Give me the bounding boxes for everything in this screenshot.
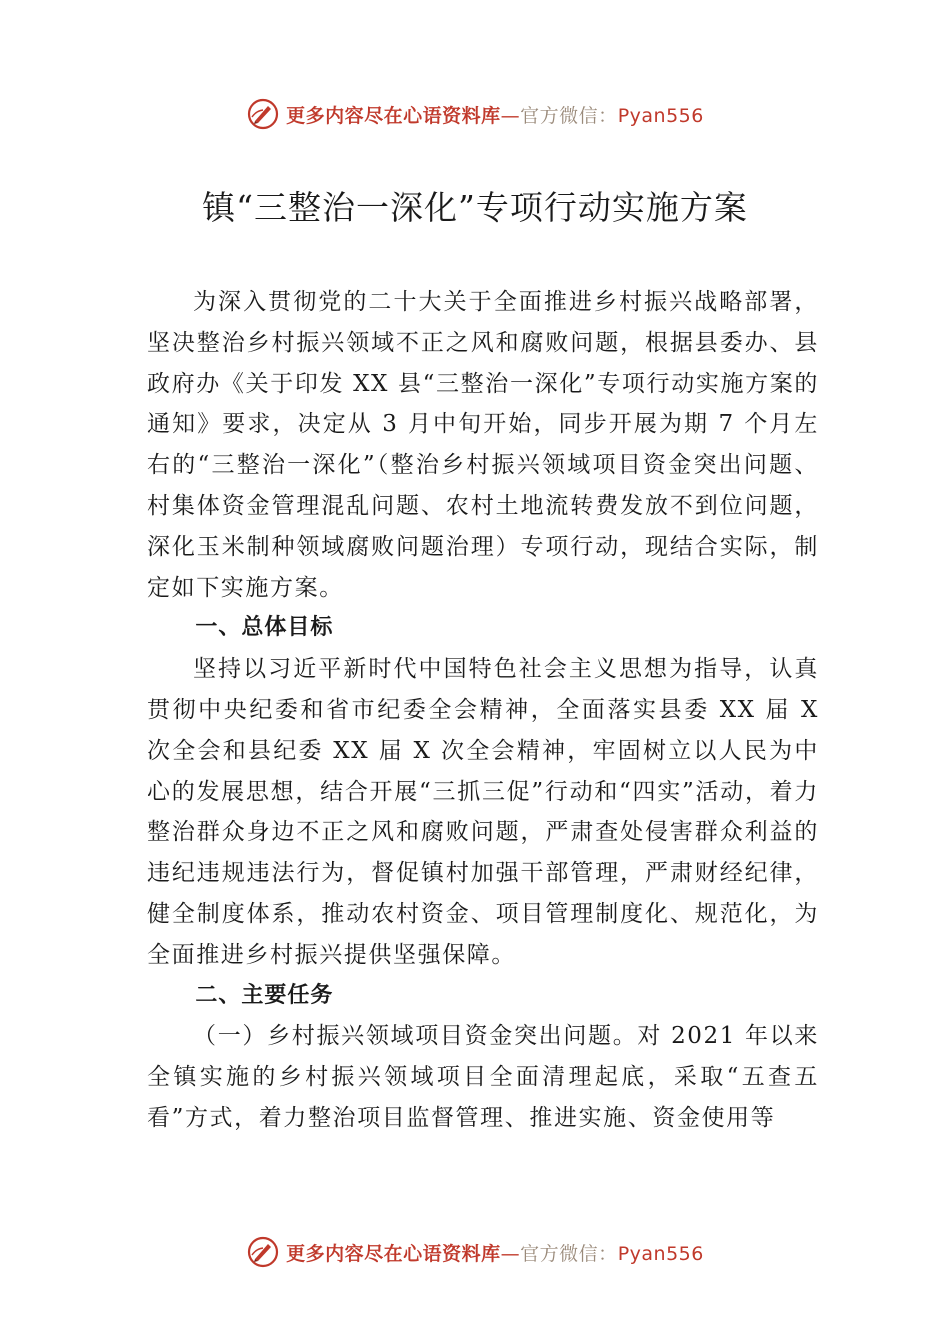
document-body [147,282,819,1139]
watermark-text [286,101,704,128]
goals-paragraph: 坚持以习近平新时代中国特色社会主义思想为指导，认真贯彻中央纪委和省市纪委全会精神，全面落实县委 XX 届 X 次全会和县纪委 XX 届 X 次全会精神，牢固树立以人民为中心的发展思想，结合开展“三抓三促”行动和“四实”活动，着力整治群众身边不正之风和腐败问题，严肃查处侵害群众利益的违纪违规违法行为，督促镇村加强干部管理，严肃财经纪律，健全制度体系，推动农村资金、项目管理制度化、规范化，为全面推进乡村振兴提供坚强保障。 [147,656,819,968]
watermark-brand: 更多内容尽在心语资料库 [286,104,501,127]
watermark-text [286,1239,704,1266]
watermark-brand: 更多内容尽在心语资料库 [286,1242,501,1265]
watermark-wechat-id: Pyan556 [617,1242,704,1265]
intro-paragraph: 为深入贯彻党的二十大关于全面推进乡村振兴战略部署，坚决整治乡村振兴领域不正之风和腐败问题，根据县委办、县政府办《关于印发 XX 县“三整治一深化”专项行动实施方案的通知》要求，决定从 3 月中旬开始，同步开展为期 7 个月左右的“三整治一深化”（整治乡村振兴领域项目资金突出问题、村集体资金管理混乱问题、农村土地流转费发放不到位问题，深化玉米制种领域腐败问题治理）专项行动，现结合实际，制定如下实施方案。 [147,289,819,601]
section-heading-goals: 一、总体目标 [195,615,334,641]
watermark-wechat-label: 官方微信： [520,104,618,127]
watermark-header [0,94,950,134]
watermark-footer [0,1232,950,1272]
document-title: 镇“三整治一深化”专项行动实施方案 [202,188,748,227]
logo-icon [246,97,280,131]
watermark-wechat-id: Pyan556 [617,104,704,127]
watermark-dash: — [500,1242,521,1265]
watermark-dash: — [500,104,521,127]
logo-icon [246,1235,280,1269]
task-item-1-paragraph: （一）乡村振兴领域项目资金突出问题。对 2021 年以来全镇实施的乡村振兴领域项目全面清理起底，采取“五查五看”方式，着力整治项目监督管理、推进实施、资金使用等 [147,1023,819,1131]
section-heading-tasks: 二、主要任务 [195,982,334,1008]
watermark-wechat-label: 官方微信： [520,1242,618,1265]
